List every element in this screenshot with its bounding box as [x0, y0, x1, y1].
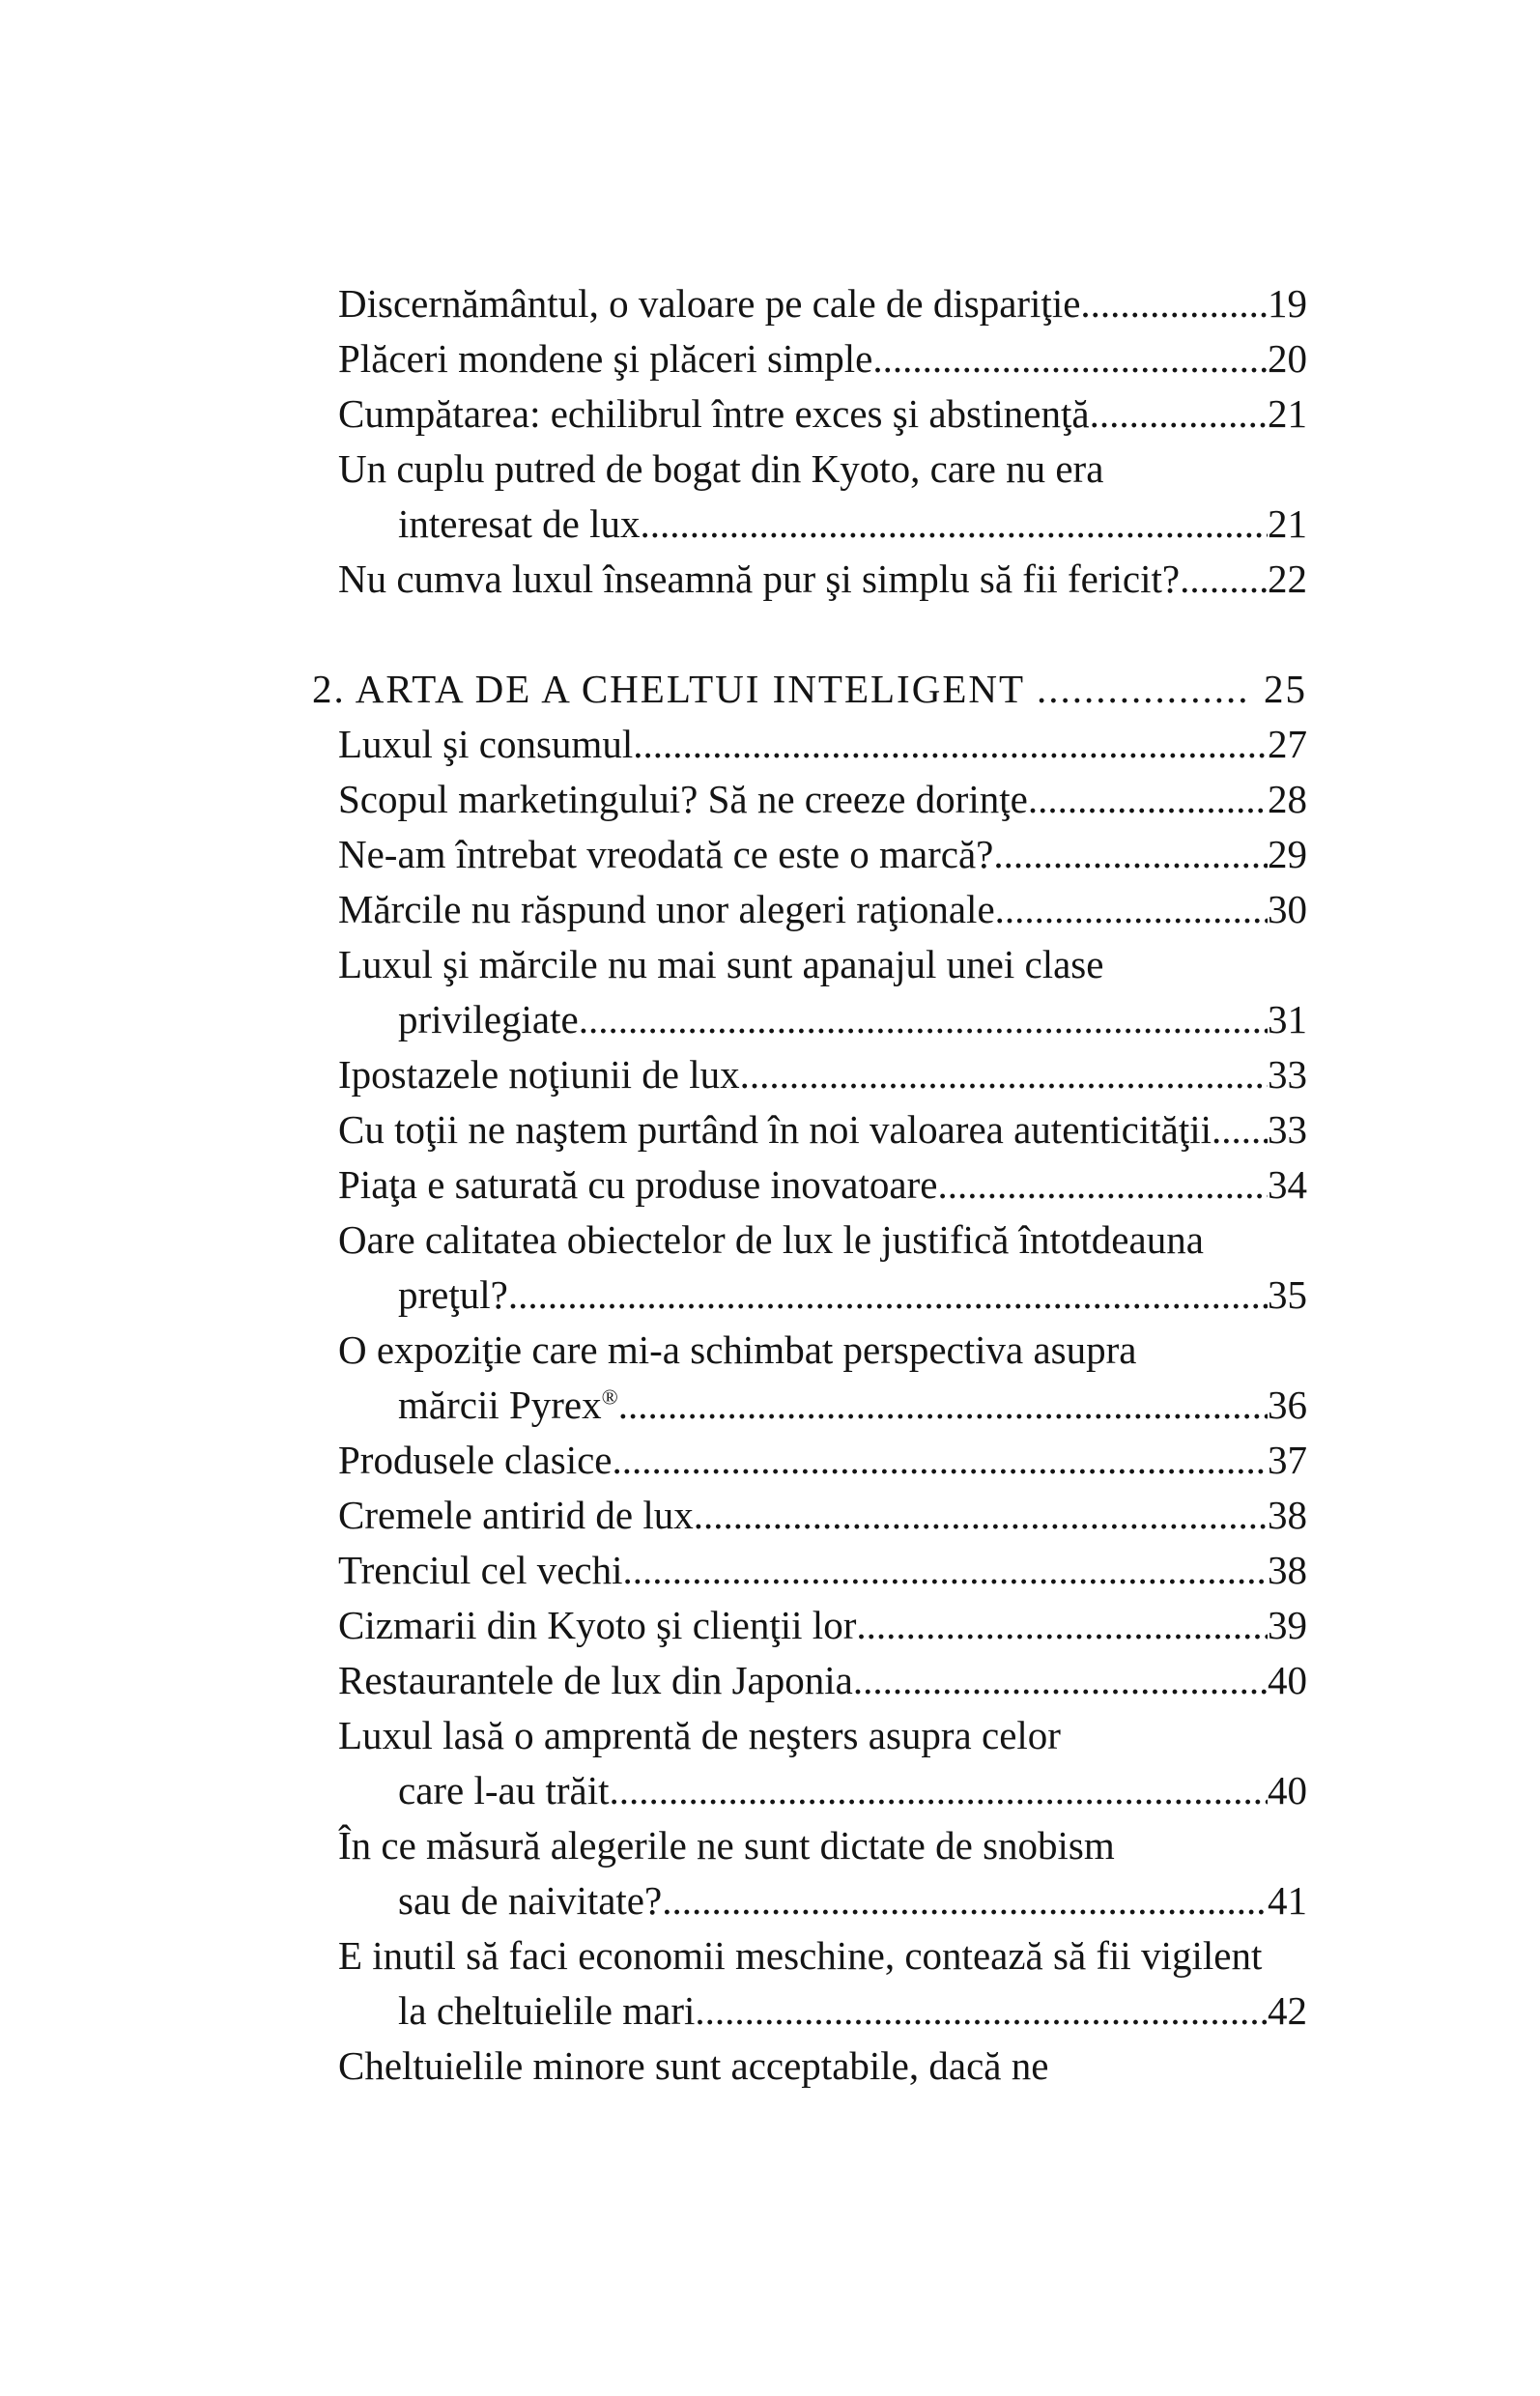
toc-entry-title	[338, 1598, 856, 1653]
toc-entry-title	[338, 1708, 1061, 1763]
toc-entry-title	[338, 276, 1080, 331]
toc-entry-title-text: În ce măsură alegerile ne sunt dictate de snobism	[338, 1823, 1115, 1868]
toc-leader-dots	[633, 717, 1268, 772]
toc-entry-title-text: Un cuplu putred de bogat din Kyoto, care nu era	[338, 446, 1104, 491]
toc-entry-title-text: Cu toţii ne naştem purtând în noi valoarea autenticităţii	[338, 1107, 1212, 1152]
toc-entry	[338, 2039, 1307, 2094]
toc-entry-title	[338, 2039, 1048, 2094]
toc-leader-dots	[579, 992, 1268, 1047]
toc-entry	[338, 1928, 1307, 1983]
toc-page-number: 37	[1268, 1438, 1307, 1482]
toc-entry-title	[338, 1212, 1204, 1268]
toc-entry-title-text: la cheltuielile mari	[398, 1988, 696, 2033]
toc-entry-title-text: Cremele antirid de lux	[338, 1493, 694, 1537]
toc-entry	[338, 882, 1307, 937]
toc-entry-title	[338, 331, 872, 386]
toc-entry-title-text: privilegiate	[398, 997, 579, 1041]
toc-entry	[338, 827, 1307, 882]
toc-entry-title-text: Trenciul cel vechi	[338, 1548, 623, 1592]
toc-page-number: 35	[1268, 1272, 1307, 1317]
toc-entry-title-text: Piaţa e saturată cu produse inovatoare	[338, 1162, 938, 1207]
toc-page-number: 27	[1268, 722, 1307, 766]
toc-entry-title	[338, 1157, 937, 1212]
toc-entry	[338, 1378, 1307, 1433]
registered-trademark-sup: ®	[601, 1384, 618, 1410]
toc-page-number: 30	[1268, 887, 1307, 931]
toc-leader-dots	[662, 1873, 1268, 1928]
toc-entry-title	[398, 992, 579, 1047]
toc-entry-title-text: sau de naivitate?	[398, 1878, 663, 1923]
toc-leader-dots	[1212, 1102, 1268, 1157]
toc-entry-title	[398, 497, 640, 552]
toc-entry-title	[338, 1653, 853, 1708]
toc-entry	[338, 1323, 1307, 1378]
toc-entry-title	[338, 386, 1090, 442]
toc-entry	[338, 1983, 1307, 2039]
toc-entry-title-text: Cheltuielile minore sunt acceptabile, dacă ne	[338, 2043, 1049, 2088]
toc-entry-title	[338, 717, 633, 772]
toc-leader-dots	[618, 1378, 1268, 1433]
toc-entry-title-text: E inutil să faci economii meschine, contează să fii vigilent	[338, 1933, 1263, 1978]
toc-leader-dots	[694, 1488, 1268, 1543]
toc-entry	[338, 1047, 1307, 1102]
toc-entry-title-text: Luxul şi mărcile nu mai sunt apanajul unei clase	[338, 942, 1104, 986]
toc-entry	[338, 1653, 1307, 1708]
toc-page-number: 40	[1268, 1768, 1307, 1812]
toc-entry-title	[338, 1818, 1115, 1873]
toc-entry-title	[398, 1763, 610, 1818]
toc-leader-dots	[508, 1268, 1268, 1323]
toc-entry-title	[338, 1928, 1262, 1983]
toc-entry-title	[338, 1047, 740, 1102]
toc-leader-dots	[610, 1763, 1268, 1818]
toc-leader-dots	[1028, 772, 1268, 827]
toc-page-number: 38	[1268, 1548, 1307, 1592]
toc-entry	[338, 276, 1307, 331]
toc-page-number: 33	[1268, 1052, 1307, 1097]
table-of-contents	[312, 276, 1307, 2094]
toc-entry-title	[312, 662, 1025, 717]
toc-entry-title-text: mărcii Pyrex	[398, 1383, 602, 1427]
toc-leader-dots	[640, 497, 1268, 552]
toc-entry-title	[338, 882, 995, 937]
toc-leader-dots	[623, 1543, 1268, 1598]
toc-entry	[338, 1488, 1307, 1543]
toc-leader-dots	[856, 1598, 1268, 1653]
toc-entry	[338, 1873, 1307, 1928]
toc-entry-title-text: Restaurantele de lux din Japonia	[338, 1658, 853, 1702]
toc-entry	[338, 992, 1307, 1047]
toc-entry	[338, 1598, 1307, 1653]
toc-page-number: 19	[1268, 281, 1307, 326]
toc-entry	[338, 717, 1307, 772]
toc-entry	[338, 1268, 1307, 1323]
toc-section-header	[312, 662, 1307, 717]
toc-entry-title	[338, 1543, 623, 1598]
toc-entry	[338, 1708, 1307, 1763]
toc-page-number: 20	[1268, 336, 1307, 381]
toc-page-number: 34	[1268, 1162, 1307, 1207]
toc-leader-dots	[853, 1653, 1268, 1708]
toc-entry-title	[338, 1488, 694, 1543]
toc-leader-dots	[1037, 662, 1250, 717]
toc-entry	[338, 331, 1307, 386]
toc-page-number: 29	[1268, 832, 1307, 876]
toc-leader-dots	[872, 331, 1268, 386]
toc-entry-title-text: Plăceri mondene şi plăceri simple	[338, 336, 873, 381]
toc-page-number: 33	[1268, 1107, 1307, 1152]
toc-page-number: 41	[1268, 1878, 1307, 1923]
toc-entry-title	[338, 1323, 1136, 1378]
toc-entry	[338, 1818, 1307, 1873]
toc-entry-title	[338, 1433, 612, 1488]
toc-entry	[338, 497, 1307, 552]
toc-entry-title-text: care l-au trăit	[398, 1768, 610, 1812]
toc-entry-title-text: Cizmarii din Kyoto şi clienţii lor	[338, 1603, 857, 1647]
toc-entry	[338, 1433, 1307, 1488]
toc-entry-title	[398, 1268, 508, 1323]
toc-entry-title-text: Luxul şi consumul	[338, 722, 634, 766]
toc-entry	[338, 552, 1307, 607]
toc-leader-dots	[740, 1047, 1268, 1102]
toc-entry-title	[398, 1873, 662, 1928]
toc-entry	[338, 772, 1307, 827]
toc-page-number: 39	[1268, 1603, 1307, 1647]
toc-entry-title-text: Luxul lasă o amprentă de neşters asupra celor	[338, 1713, 1061, 1757]
toc-entry	[338, 442, 1307, 497]
toc-entry	[338, 1102, 1307, 1157]
toc-page-number: 21	[1268, 391, 1307, 436]
toc-entry-title	[338, 827, 993, 882]
toc-leader-dots	[937, 1157, 1268, 1212]
toc-entry-title	[338, 552, 1180, 607]
toc-entry	[338, 1543, 1307, 1598]
toc-page-number: 38	[1268, 1493, 1307, 1537]
toc-entry-title-text: Mărcile nu răspund unor alegeri raţionale	[338, 887, 995, 931]
toc-entry-title-text: Ne-am întrebat vreodată ce este o marcă?	[338, 832, 994, 876]
toc-entry-title-text: Scopul marketingului? Să ne creeze dorinţe	[338, 777, 1028, 821]
toc-entry	[338, 1157, 1307, 1212]
toc-entry-title-text: Discernământul, o valoare pe cale de dispariţie	[338, 281, 1081, 326]
toc-leader-dots	[695, 1983, 1268, 2039]
toc-leader-dots	[1180, 552, 1268, 607]
toc-page-number: 42	[1268, 1988, 1307, 2033]
toc-entry-title-text: Oare calitatea obiectelor de lux le justifică întotdeauna	[338, 1217, 1204, 1262]
toc-page-number: 21	[1268, 501, 1307, 546]
toc-entry-title-text: O expoziţie care mi-a schimbat perspectiva asupra	[338, 1327, 1137, 1372]
toc-entry	[338, 937, 1307, 992]
toc-entry-title-text: Nu cumva luxul înseamnă pur şi simplu să fii fericit?	[338, 556, 1181, 601]
toc-entry-title-text: preţul?	[398, 1272, 508, 1317]
toc-leader-dots	[993, 827, 1268, 882]
toc-entry-title	[338, 772, 1028, 827]
toc-entry-title	[398, 1983, 695, 2039]
toc-entry-title	[338, 442, 1103, 497]
toc-leader-dots	[995, 882, 1268, 937]
toc-entry-title	[398, 1378, 618, 1433]
toc-entry	[338, 1763, 1307, 1818]
toc-entry-title-text: 2. ARTA DE A CHELTUI INTELIGENT	[312, 667, 1026, 711]
toc-leader-dots	[1090, 386, 1268, 442]
toc-page-number: 31	[1268, 997, 1307, 1041]
toc-page-number: 25	[1264, 667, 1307, 711]
toc-entry-title-text: Cumpătarea: echilibrul între exces şi abstinenţă	[338, 391, 1090, 436]
toc-entry	[338, 1212, 1307, 1268]
toc-page-number: 36	[1268, 1383, 1307, 1427]
toc-leader-dots	[612, 1433, 1268, 1488]
toc-entry-title-text: interesat de lux	[398, 501, 641, 546]
toc-entry-title-text: Produsele clasice	[338, 1438, 613, 1482]
toc-entry-title	[338, 1102, 1212, 1157]
toc-leader-dots	[1080, 276, 1268, 331]
toc-page-number: 40	[1268, 1658, 1307, 1702]
toc-entry-title-text: Ipostazele noţiunii de lux	[338, 1052, 740, 1097]
toc-page-number: 28	[1268, 777, 1307, 821]
toc-entry	[338, 386, 1307, 442]
toc-entry-title	[338, 937, 1103, 992]
toc-page-number: 22	[1268, 556, 1307, 601]
